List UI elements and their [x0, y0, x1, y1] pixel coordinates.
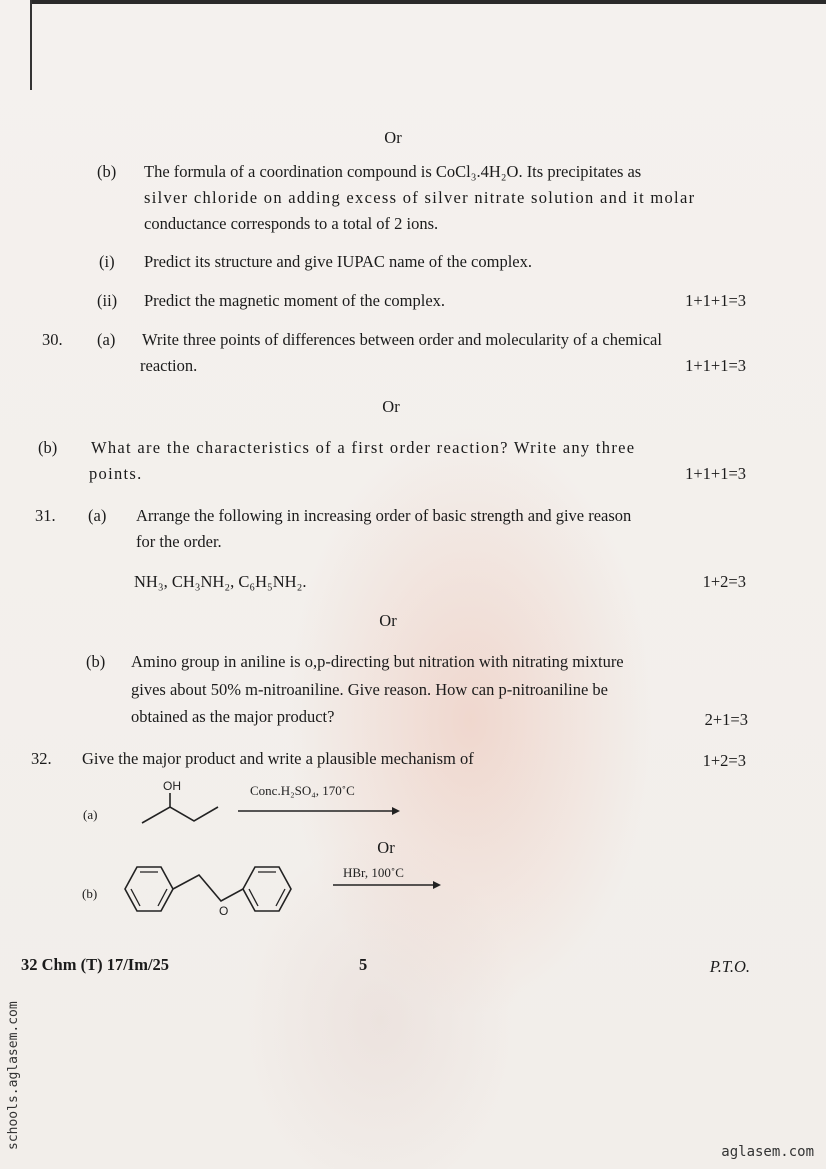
or-separator: Or — [379, 611, 397, 630]
benzene-ring-left — [125, 867, 173, 911]
option-label: (b) — [82, 886, 98, 901]
benzene-ring-right — [243, 867, 291, 911]
or-separator: Or — [377, 838, 395, 857]
option-label: (b) — [86, 652, 106, 671]
question-text: conductance corresponds to a total of 2 ions. — [144, 214, 439, 233]
question-number: 31. — [35, 506, 56, 525]
ether-chain — [173, 875, 243, 901]
marks: 1+2=3 — [702, 751, 746, 770]
option-label: (a) — [97, 330, 116, 349]
reaction-a-diagram — [130, 775, 400, 835]
question-text: silver chloride on adding excess of silver nitrate solution and it molar — [144, 188, 696, 207]
oxygen-label: O — [219, 904, 229, 918]
option-label: (b) — [38, 438, 58, 457]
subpart-text: Predict its structure and give IUPAC name of the complex. — [144, 252, 532, 271]
marks: 1+2=3 — [702, 572, 746, 591]
reaction-a-conditions: Conc.H₂SO₄, 170˚C — [250, 783, 355, 798]
page-number: 5 — [359, 955, 368, 974]
side-watermark: schools.aglasem.com — [6, 1001, 21, 1150]
question-text: for the order. — [136, 532, 222, 551]
question-text: obtained as the major product? — [131, 707, 335, 726]
option-label: (a) — [88, 506, 107, 525]
page-left-edge — [30, 0, 32, 90]
marks: 1+1+1=3 — [685, 291, 746, 310]
marks: 1+1+1=3 — [685, 356, 746, 375]
option-label: (a) — [83, 807, 98, 822]
question-text: gives about 50% m-nitroaniline. Give reason. How can p-nitroaniline be — [131, 680, 608, 699]
question-number: 32. — [31, 749, 52, 768]
subpart-label: (ii) — [97, 291, 118, 310]
marks: 1+1+1=3 — [685, 464, 746, 483]
oh-label: OH — [163, 779, 181, 793]
arrow-head — [433, 881, 441, 889]
page-top-edge — [30, 0, 826, 4]
arrow-head — [392, 807, 400, 815]
question-text: points. — [89, 464, 143, 483]
question-text: Amino group in aniline is o,p-directing but nitration with nitrating mixture — [131, 652, 624, 671]
reaction-b-diagram — [115, 845, 445, 930]
option-label: (b) — [97, 162, 117, 181]
compound-list: NH₃, CH₃NH₂, C₆H₅NH₂. — [134, 572, 307, 591]
question-text: Write three points of differences between order and molecularity of a chemical — [142, 330, 662, 349]
reaction-b-conditions: HBr, 100˚C — [343, 865, 404, 880]
marks: 2+1=3 — [704, 710, 748, 729]
paper-code: 32 Chm (T) 17/Im/25 — [21, 955, 170, 974]
pto-note: P.T.O. — [709, 957, 750, 976]
question-text: Give the major product and write a plausible mechanism of — [82, 749, 474, 768]
question-text: Arrange the following in increasing order of basic strength and give reason — [136, 506, 632, 525]
corner-watermark: aglasem.com — [721, 1144, 814, 1160]
or-separator: Or — [384, 128, 402, 147]
question-text: reaction. — [140, 356, 198, 375]
question-text: The formula of a coordination compound is CoCl₃.4H₂O. Its precipitates as — [144, 162, 642, 181]
subpart-label: (i) — [99, 252, 115, 271]
question-number: 30. — [42, 330, 63, 349]
subpart-text: Predict the magnetic moment of the complex. — [144, 291, 446, 310]
or-separator: Or — [382, 397, 400, 416]
butanol-skeleton — [142, 807, 218, 823]
question-text: What are the characteristics of a first order reaction? Write any three — [91, 438, 636, 457]
